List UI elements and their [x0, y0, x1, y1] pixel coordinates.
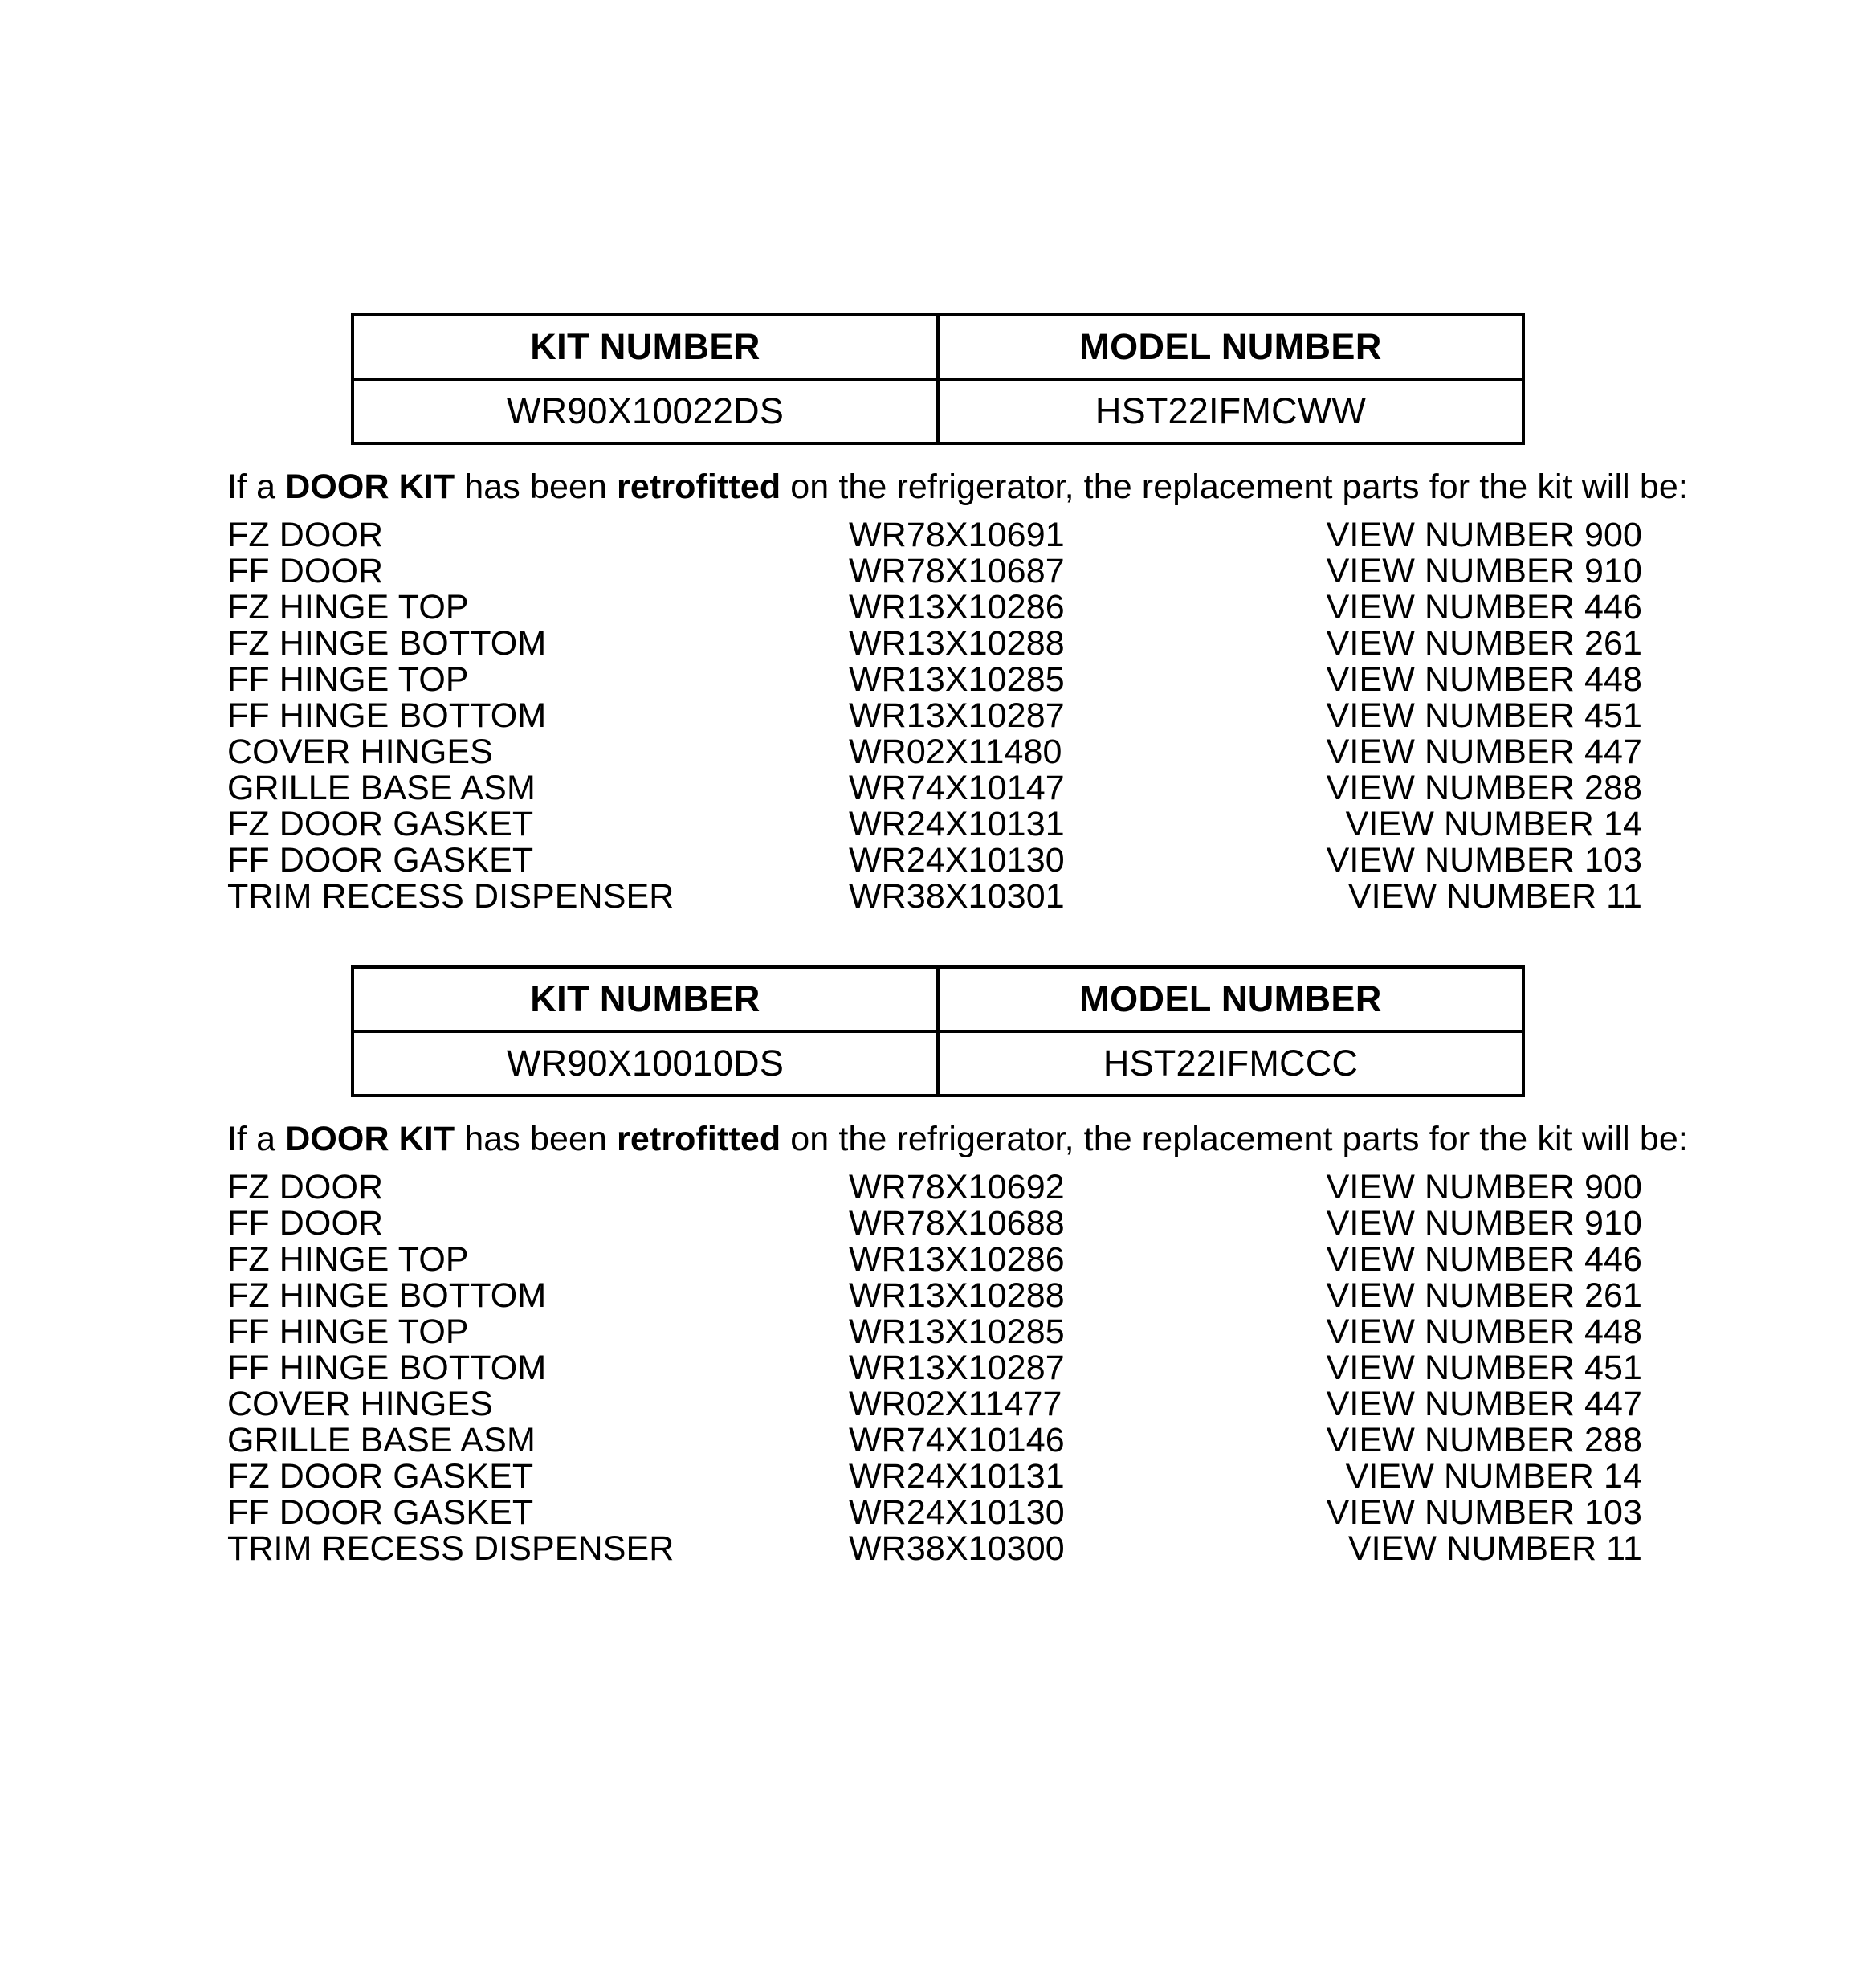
part-name: FF HINGE BOTTOM	[227, 1349, 547, 1387]
part-row	[0, 734, 1863, 770]
part-view-number: VIEW NUMBER 451	[1326, 696, 1642, 735]
model-number-header: MODEL NUMBER	[938, 315, 1523, 379]
part-view-number: VIEW NUMBER 446	[1326, 1240, 1642, 1279]
table-header-row	[353, 315, 1523, 379]
part-number: WR78X10691	[849, 516, 1065, 554]
part-row	[0, 1459, 1863, 1495]
part-number: WR24X10131	[849, 805, 1065, 843]
part-number: WR74X10146	[849, 1421, 1065, 1459]
kit-model-table	[351, 965, 1525, 1097]
kit-section	[0, 313, 1863, 915]
kit-section	[0, 965, 1863, 1567]
part-name: FF HINGE BOTTOM	[227, 696, 547, 735]
part-row	[0, 806, 1863, 843]
part-view-number: VIEW NUMBER 446	[1326, 588, 1642, 627]
intro-part-1: If a	[227, 467, 286, 506]
part-view-number: VIEW NUMBER 288	[1326, 769, 1642, 807]
intro-bold-door-kit: DOOR KIT	[285, 467, 455, 506]
kit-model-table	[351, 313, 1525, 445]
model-number-value: HST22IFMCWW	[938, 379, 1523, 443]
kit-number-value: WR90X10022DS	[353, 379, 938, 443]
part-number: WR24X10131	[849, 1457, 1065, 1496]
part-number: WR02X11480	[849, 733, 1062, 771]
table-value-row	[353, 379, 1523, 443]
part-row	[0, 1242, 1863, 1278]
part-view-number: VIEW NUMBER 261	[1326, 1276, 1642, 1315]
part-row	[0, 1350, 1863, 1386]
part-number: WR13X10285	[849, 660, 1065, 699]
part-name: FZ DOOR GASKET	[227, 805, 534, 843]
intro-part-2: has been	[455, 1120, 618, 1158]
part-name: FF DOOR GASKET	[227, 841, 534, 880]
part-name: GRILLE BASE ASM	[227, 769, 536, 807]
retrofit-intro-text	[227, 466, 1863, 508]
part-name: FF HINGE TOP	[227, 660, 469, 699]
kit-number-header: KIT NUMBER	[353, 315, 938, 379]
part-row	[0, 1495, 1863, 1531]
kit-number-header: KIT NUMBER	[353, 967, 938, 1031]
part-number: WR24X10130	[849, 1493, 1065, 1532]
part-row	[0, 1206, 1863, 1242]
intro-bold-retrofitted: retrofitted	[617, 467, 781, 506]
part-row	[0, 590, 1863, 626]
part-view-number: VIEW NUMBER 448	[1326, 660, 1642, 699]
intro-part-1: If a	[227, 1120, 286, 1158]
intro-bold-door-kit: DOOR KIT	[285, 1120, 455, 1158]
part-view-number: VIEW NUMBER 447	[1326, 1385, 1642, 1423]
part-number: WR13X10288	[849, 1276, 1065, 1315]
part-row	[0, 1278, 1863, 1314]
part-row	[0, 626, 1863, 662]
part-row	[0, 770, 1863, 806]
part-number: WR13X10288	[849, 624, 1065, 663]
intro-part-3: on the refrigerator, the replacement parts for the kit will be:	[781, 1120, 1688, 1158]
part-name: COVER HINGES	[227, 1385, 493, 1423]
part-name: FZ DOOR	[227, 1168, 384, 1206]
parts-list	[0, 517, 1863, 915]
part-number: WR74X10147	[849, 769, 1065, 807]
part-row	[0, 662, 1863, 698]
part-row	[0, 879, 1863, 915]
part-row	[0, 843, 1863, 879]
part-name: FF DOOR GASKET	[227, 1493, 534, 1532]
part-name: TRIM RECESS DISPENSER	[227, 877, 675, 916]
part-name: FF HINGE TOP	[227, 1312, 469, 1351]
part-number: WR24X10130	[849, 841, 1065, 880]
part-number: WR78X10688	[849, 1204, 1065, 1243]
part-name: FZ HINGE TOP	[227, 588, 469, 627]
part-number: WR13X10286	[849, 1240, 1065, 1279]
part-view-number: VIEW NUMBER 910	[1326, 1204, 1642, 1243]
model-number-value: HST22IFMCCC	[938, 1031, 1523, 1096]
part-row	[0, 1531, 1863, 1567]
part-row	[0, 1423, 1863, 1459]
part-number: WR78X10692	[849, 1168, 1065, 1206]
part-number: WR78X10687	[849, 552, 1065, 590]
part-row	[0, 1314, 1863, 1350]
model-number-header: MODEL NUMBER	[938, 967, 1523, 1031]
part-view-number: VIEW NUMBER 900	[1326, 1168, 1642, 1206]
part-number: WR38X10300	[849, 1529, 1065, 1568]
intro-part-2: has been	[455, 467, 618, 506]
retrofit-intro-text	[227, 1118, 1863, 1160]
part-number: WR02X11477	[849, 1385, 1062, 1423]
part-view-number: VIEW NUMBER 103	[1326, 1493, 1642, 1532]
part-row	[0, 517, 1863, 553]
part-name: GRILLE BASE ASM	[227, 1421, 536, 1459]
part-row	[0, 553, 1863, 590]
part-name: FZ HINGE BOTTOM	[227, 624, 547, 663]
part-name: TRIM RECESS DISPENSER	[227, 1529, 675, 1568]
part-view-number: VIEW NUMBER 103	[1326, 841, 1642, 880]
part-view-number: VIEW NUMBER 11	[1347, 1529, 1642, 1568]
parts-list	[0, 1170, 1863, 1567]
part-number: WR13X10287	[849, 1349, 1065, 1387]
part-row	[0, 1170, 1863, 1206]
intro-bold-retrofitted: retrofitted	[617, 1120, 781, 1158]
part-row	[0, 1386, 1863, 1423]
part-view-number: VIEW NUMBER 11	[1347, 877, 1642, 916]
part-name: FZ HINGE TOP	[227, 1240, 469, 1279]
part-view-number: VIEW NUMBER 451	[1326, 1349, 1642, 1387]
part-name: FZ DOOR GASKET	[227, 1457, 534, 1496]
part-view-number: VIEW NUMBER 448	[1326, 1312, 1642, 1351]
part-number: WR13X10286	[849, 588, 1065, 627]
part-view-number: VIEW NUMBER 261	[1326, 624, 1642, 663]
part-view-number: VIEW NUMBER 288	[1326, 1421, 1642, 1459]
intro-part-3: on the refrigerator, the replacement parts for the kit will be:	[781, 467, 1688, 506]
part-name: FZ DOOR	[227, 516, 384, 554]
part-name: COVER HINGES	[227, 733, 493, 771]
part-number: WR13X10287	[849, 696, 1065, 735]
table-value-row	[353, 1031, 1523, 1096]
part-name: FF DOOR	[227, 552, 384, 590]
part-view-number: VIEW NUMBER 14	[1345, 1457, 1642, 1496]
table-header-row	[353, 967, 1523, 1031]
part-name: FF DOOR	[227, 1204, 384, 1243]
part-name: FZ HINGE BOTTOM	[227, 1276, 547, 1315]
part-view-number: VIEW NUMBER 447	[1326, 733, 1642, 771]
part-number: WR13X10285	[849, 1312, 1065, 1351]
part-row	[0, 698, 1863, 734]
part-view-number: VIEW NUMBER 910	[1326, 552, 1642, 590]
part-view-number: VIEW NUMBER 14	[1345, 805, 1642, 843]
part-view-number: VIEW NUMBER 900	[1326, 516, 1642, 554]
kit-number-value: WR90X10010DS	[353, 1031, 938, 1096]
part-number: WR38X10301	[849, 877, 1065, 916]
